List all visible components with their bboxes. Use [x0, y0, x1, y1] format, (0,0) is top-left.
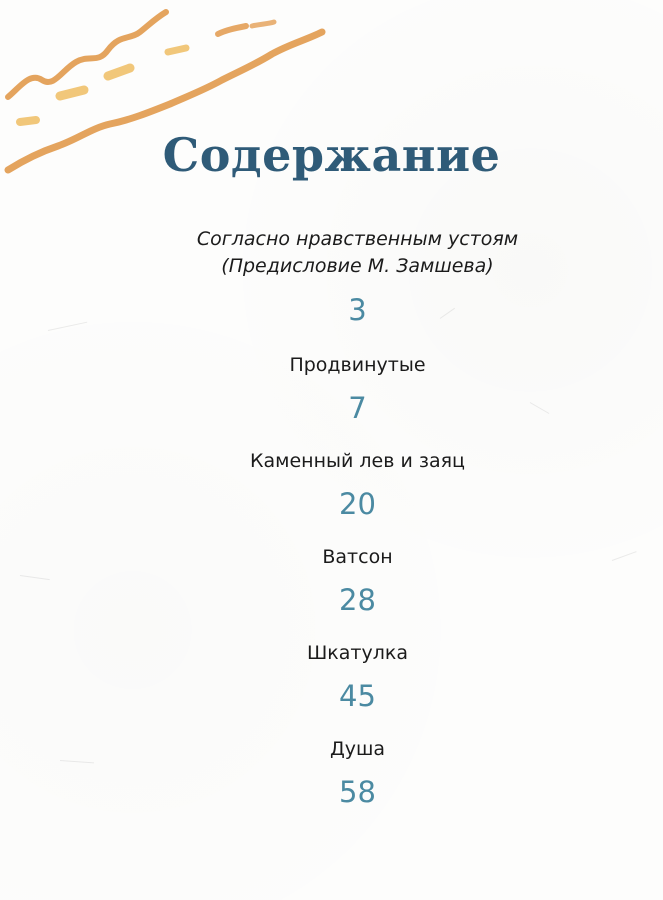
toc-entry-title: Ватсон	[322, 546, 393, 568]
toc-entry	[0, 544, 663, 618]
toc-entry-preface	[0, 226, 663, 328]
toc-page-number: 58	[339, 775, 376, 809]
toc-entry	[0, 736, 663, 810]
toc-entry-title: Продвинутые	[289, 354, 426, 376]
toc-entry-title-line: (Предисловие М. Замшева)	[221, 255, 494, 277]
toc-entry-title	[0, 226, 663, 280]
toc-entry	[0, 352, 663, 426]
table-of-contents	[0, 226, 663, 810]
toc-entry	[0, 448, 663, 522]
toc-entry-title: Шкатулка	[306, 642, 408, 664]
toc-page-number: 45	[339, 679, 376, 713]
toc-entry	[0, 640, 663, 714]
toc-page-number: 28	[339, 583, 376, 617]
toc-entry-title-line: Согласно нравственным устоям	[196, 228, 519, 250]
page-title: Содержание	[162, 128, 501, 182]
toc-page-number: 20	[339, 487, 376, 521]
toc-page-number: 7	[348, 391, 367, 425]
toc-entry-title: Душа	[329, 738, 386, 760]
toc-page-number: 3	[348, 293, 367, 327]
toc-entry-title: Каменный лев и заяц	[250, 450, 465, 472]
